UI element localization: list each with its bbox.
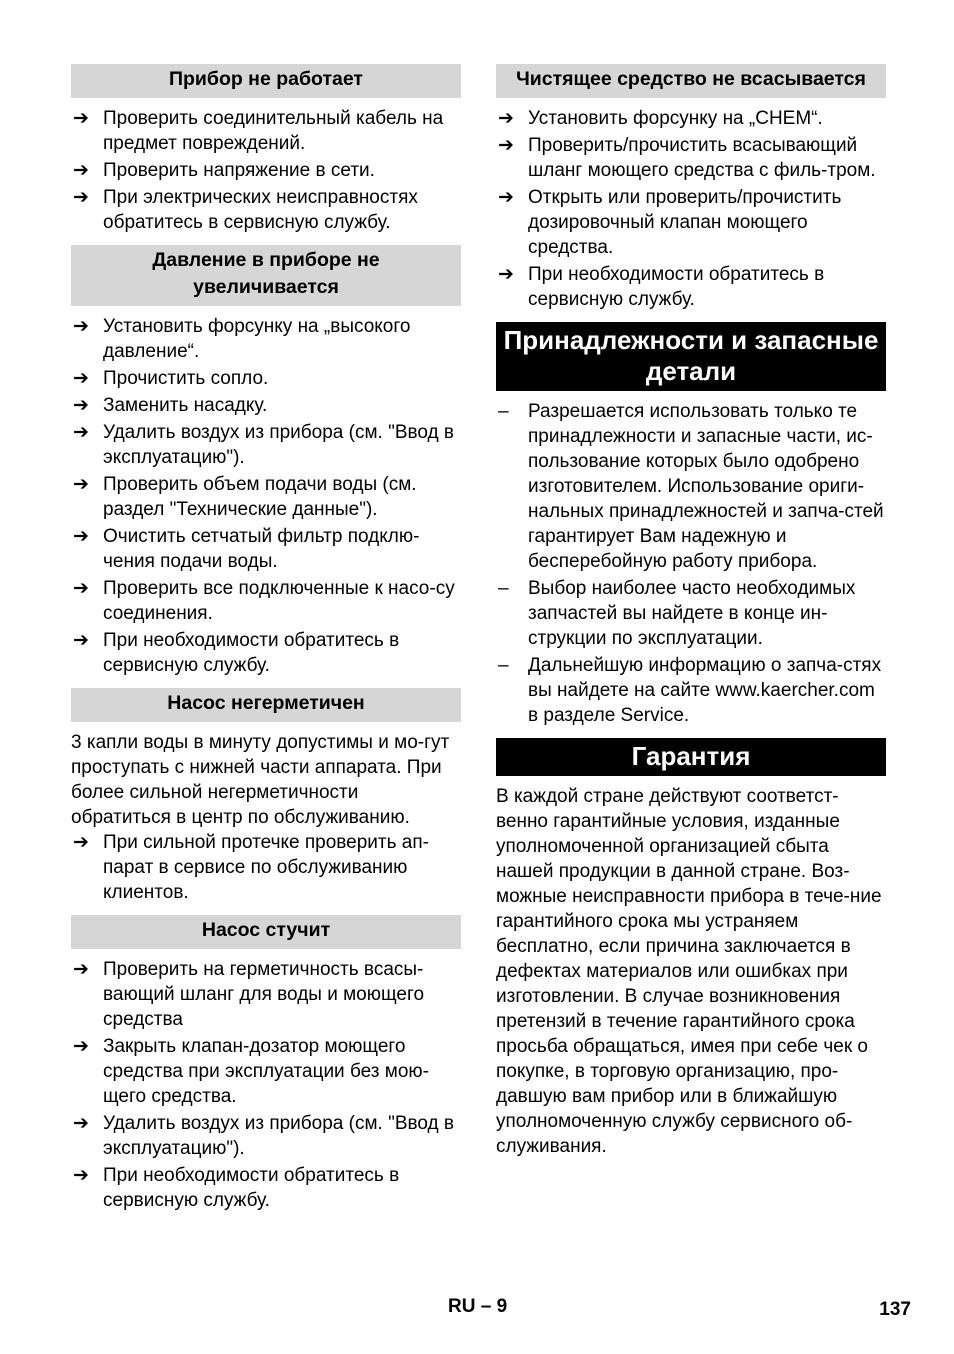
list-item: – Выбор наиболее часто необходимых запчастей вы найдете в конце ин-струкции по эксплуатации. [498, 578, 856, 649]
section-title: Насос стучит [71, 915, 461, 949]
list-item: ➔ Установить форсунку на „высокого давление“. [73, 316, 411, 362]
arrow-icon: ➔ [73, 1036, 89, 1057]
arrow-icon: ➔ [498, 187, 514, 208]
check-list [71, 106, 461, 235]
dash-list [496, 399, 886, 728]
dash-icon: – [498, 578, 509, 599]
list-item: ➔ Очистить сетчатый фильтр подклю-чения подачи воды. [73, 526, 420, 572]
list-item: ➔ Закрыть клапан-дозатор моющего средства при эксплуатации без мою-щего средства. [73, 1036, 429, 1107]
list-item: – Разрешается использовать только те принадлежности и запасные части, ис-пользование которых было одобрено изготовителем. Использование ориги-нальных принадлежностей и запча-стей гарантирует Вам надежную и бесперебойную работу прибора. [498, 401, 884, 572]
check-list [496, 106, 886, 312]
section-device-not-working [71, 64, 461, 235]
list-item: ➔ Открыть или проверить/прочистить дозировочный клапан моющего средства. [498, 187, 842, 258]
arrow-icon: ➔ [73, 1113, 89, 1134]
footer-language-page: RU – 9 [448, 1296, 508, 1317]
list-item: ➔ Проверить соединительный кабель на предмет повреждений. [73, 108, 444, 154]
list-item: ➔ Проверить напряжение в сети. [73, 160, 375, 181]
check-list [71, 957, 461, 1213]
section-title: Насос негерметичен [71, 688, 461, 722]
section-title: Прибор не работает [71, 64, 461, 98]
arrow-icon: ➔ [73, 160, 89, 181]
list-item: ➔ При электрических неисправностях обратитесь в сервисную службу. [73, 187, 418, 233]
section-pump-knocking [71, 915, 461, 1213]
arrow-icon: ➔ [498, 264, 514, 285]
list-item: ➔ При сильной протечке проверить ап-парат в сервисе по обслуживанию клиентов. [73, 832, 429, 903]
list-item: – Дальнейшую информацию о запча-стях вы найдете на сайте www.kaercher.com в разделе Service. [498, 655, 882, 726]
arrow-icon: ➔ [73, 422, 89, 443]
list-item: ➔ Проверить объем подачи воды (см. раздел "Технические данные"). [73, 474, 417, 520]
list-item: ➔ Заменить насадку. [73, 395, 268, 416]
dash-icon: – [498, 655, 509, 676]
list-item: ➔ Проверить все подключенные к насо-су соединения. [73, 578, 455, 624]
arrow-icon: ➔ [73, 368, 89, 389]
section-pump-leaking [71, 688, 461, 905]
arrow-icon: ➔ [73, 395, 89, 416]
paragraph: 3 капли воды в минуту допустимы и мо-гут проступать с нижней части аппарата. При более сильной негерметичности обратиться в центр по обслуживанию. [71, 732, 450, 828]
section-title: Чистящее средство не всасывается [496, 64, 886, 98]
main-heading: Гарантия [496, 738, 886, 776]
main-heading: Принадлежности и запасные детали [496, 322, 886, 391]
arrow-icon: ➔ [73, 316, 89, 337]
list-item: ➔ При необходимости обратитесь в сервисную службу. [73, 1165, 400, 1211]
paragraph: В каждой стране действуют соответст-венно гарантийные условия, изданные уполномоченной организацией сбыта нашей продукции в данной стране. Воз-можные неисправности прибора в тече-ние гарантийного срока мы устраняем бесплатно, если причина заключается в дефектах материалов или ошибках при изготовлении. В случае возникновения претензий в течение гарантийного срока просьба обращаться, имея при себе чек о покупке, в торговую организацию, про-давшую вам прибор или в ближайшую уполномоченную службу сервисного об-служивания. [496, 786, 882, 1157]
arrow-icon: ➔ [498, 108, 514, 129]
arrow-icon: ➔ [73, 1165, 89, 1186]
list-item: ➔ Установить форсунку на „CHEM“. [498, 108, 823, 129]
list-item: ➔ Прочистить сопло. [73, 368, 269, 389]
list-item: ➔ Удалить воздух из прибора (см. "Ввод в эксплуатацию"). [73, 1113, 454, 1159]
dash-icon: – [498, 401, 509, 422]
list-item: ➔ Проверить/прочистить всасывающий шланг моющего средства с филь-тром. [498, 135, 876, 181]
arrow-icon: ➔ [73, 187, 89, 208]
arrow-icon: ➔ [73, 526, 89, 547]
footer-page-number: 137 [879, 1299, 911, 1320]
arrow-icon: ➔ [73, 108, 89, 129]
arrow-icon: ➔ [73, 630, 89, 651]
section-accessories [496, 322, 886, 728]
right-column [496, 64, 886, 1169]
check-list [71, 314, 461, 678]
list-item: ➔ При необходимости обратитесь в сервисную службу. [498, 264, 825, 310]
section-cleaner-not-sucked [496, 64, 886, 312]
list-item: ➔ Удалить воздух из прибора (см. "Ввод в эксплуатацию"). [73, 422, 454, 468]
arrow-icon: ➔ [73, 474, 89, 495]
list-item: ➔ Проверить на герметичность всасы-вающий шланг для воды и моющего средства [73, 959, 425, 1030]
arrow-icon: ➔ [73, 959, 89, 980]
arrow-icon: ➔ [73, 832, 89, 853]
left-column [71, 64, 461, 1223]
list-item: ➔ При необходимости обратитесь в сервисную службу. [73, 630, 400, 676]
check-list [71, 830, 461, 905]
arrow-icon: ➔ [73, 578, 89, 599]
section-warranty [496, 738, 886, 1159]
arrow-icon: ➔ [498, 135, 514, 156]
section-pressure-not-rising [71, 245, 461, 678]
section-title: Давление в приборе не увеличивается [71, 245, 461, 306]
